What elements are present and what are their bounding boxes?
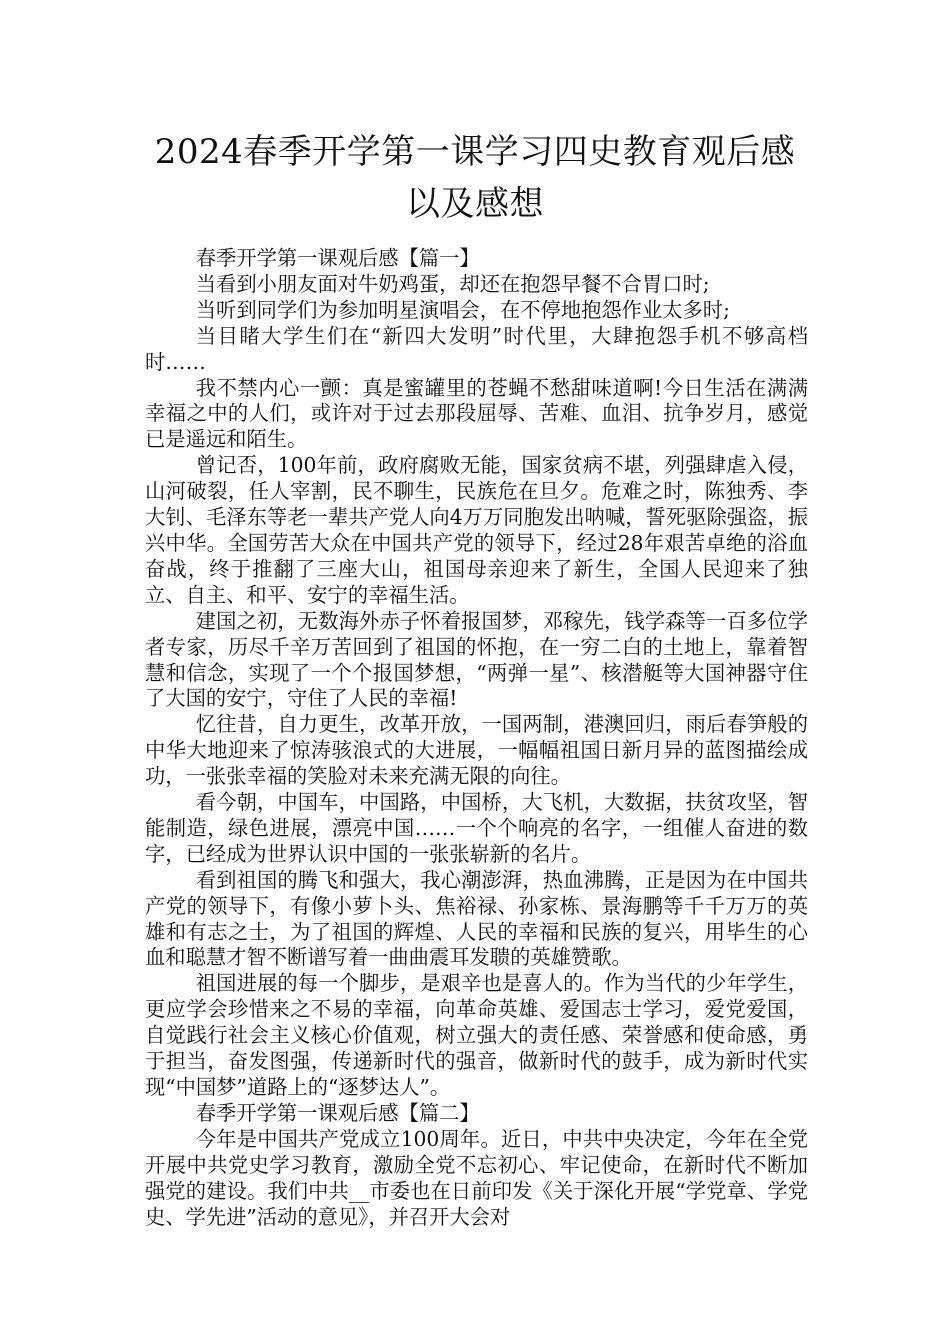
paragraph: 看今朝，中国车，中国路，中国桥，大飞机，大数据，扶贫攻坚，智能制造，绿色进展，漂亮中国……一个个响亮的名字，一组催人奋进的数字，已经成为世界认识中国的一张张崭新的名片。 <box>145 790 808 866</box>
paragraph: 今年是中国共产党成立100周年。近日，中共中央决定，今年在全党开展中共党史学习教育，激励全党不忘初心、牢记使命，在新时代不断加强党的建设。我们中共__市委也在日前印发《关于深化开展“学党章、学党史、学先进”活动的意见》，并召开大会对 <box>145 1126 808 1229</box>
section-heading-2: 春季开学第一课观后感【篇二】 <box>195 1100 480 1125</box>
document-title-line-1: 2024春季开学第一课学习四史教育观后感 <box>154 132 796 172</box>
paragraph: 忆往昔，自力更生，改革开放，一国两制，港澳回归，雨后春笋般的中华大地迎来了惊涛骇浪式的大进展，一幅幅祖国日新月异的蓝图描绘成功，一张张幸福的笑脸对未来充满无限的向往。 <box>145 712 808 789</box>
paragraph: 祖国进展的每一个脚步，是艰辛也是喜人的。作为当代的少年学生，更应学会珍惜来之不易的幸福，向革命英雄、爱国志士学习，爱党爱国，自觉践行社会主义核心价值观，树立强大的责任感、荣誉感和使命感，勇于担当，奋发图强，传递新时代的强音，做新时代的鼓手，成为新时代实现“中国梦”道路上的“逐梦达人”。 <box>145 971 808 1099</box>
paragraph: 曾记否，100年前，政府腐败无能，国家贫病不堪，列强肆虐入侵，山河破裂，任人宰割，民不聊生，民族危在旦夕。危难之时，陈独秀、李大钊、毛泽东等老一辈共产党人向4万万同胞发出呐喊，誓死驱除强盗，振兴中华。全国劳苦大众在中国共产党的领导下，经过28年艰苦卓绝的浴血奋战，终于推翻了三座大山，祖国母亲迎来了新生，全国人民迎来了独立、自主、和平、安宁的幸福生活。 <box>145 453 808 607</box>
paragraph: 看到祖国的腾飞和强大，我心潮澎湃，热血沸腾，正是因为在中国共产党的领导下，有像小萝卜头、焦裕禄、孙家栋、景海鹏等千千万万的英雄和有志之士，为了祖国的辉煌、人民的幸福和民族的复兴，用毕生的心血和聪慧才智不断谱写着一曲曲震耳发聩的英雄赞歌。 <box>145 867 808 970</box>
paragraph: 我不禁内心一颤：真是蜜罐里的苍蝇不愁甜味道啊!今日生活在满满幸福之中的人们，或许对于过去那段屈辱、苦难、血泪、抗争岁月，感觉已是遥远和陌生。 <box>145 375 808 452</box>
paragraph: 当目睹大学生们在“新四大发明”时代里，大肆抱怨手机不够高档时…… <box>145 323 808 374</box>
section-heading-1: 春季开学第一课观后感【篇一】 <box>195 246 480 270</box>
document-title-line-2: 以及感想 <box>406 184 544 224</box>
paragraph: 建国之初，无数海外赤子怀着报国梦，邓稼先，钱学森等一百多位学者专家，历尽千辛万苦回到了祖国的怀抱，在一穷二白的土地上，靠着智慧和信念，实现了一个个报国梦想，“两弹一星”、核潜艇等大国神器守住了大国的安宁，守住了人民的幸福! <box>145 608 808 711</box>
document-body <box>145 246 808 1230</box>
paragraph: 当听到同学们为参加明星演唱会，在不停地抱怨作业太多时; <box>195 297 730 322</box>
paragraph: 当看到小朋友面对牛奶鸡蛋，却还在抱怨早餐不合胃口时; <box>195 271 710 296</box>
